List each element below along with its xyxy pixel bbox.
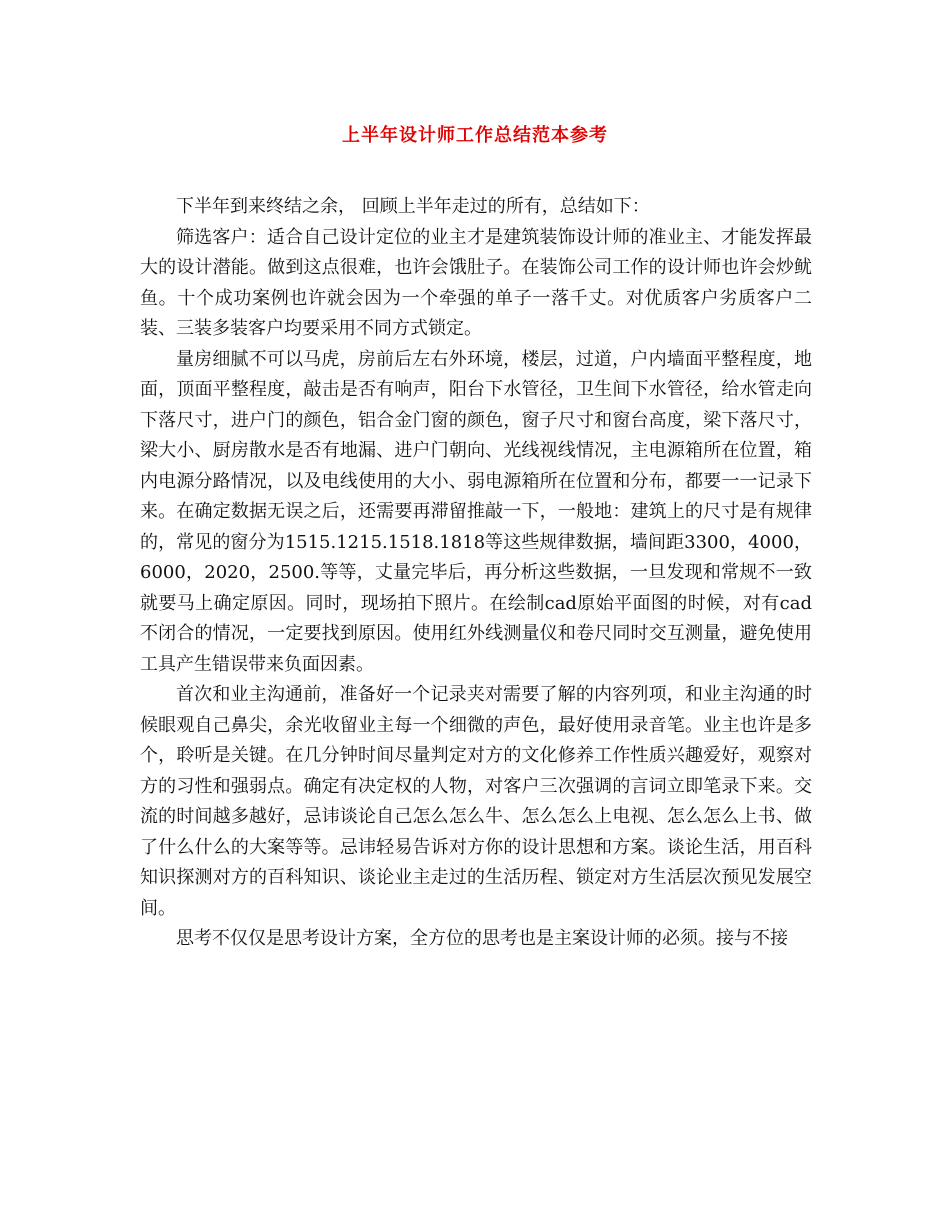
- paragraph-measuring: 量房细腻不可以马虎，房前后左右外环境，楼层，过道，户内墙面平整程度，地面，顶面平整程度，敲击是否有响声，阳台下水管径，卫生间下水管径，给水管走向下落尺寸，进户门的颜色，铝合金门窗的颜色，窗子尺寸和窗台高度，梁下落尺寸，梁大小、厨房散水是否有地漏、进户门朝向、光线视线情况，主电源箱所在位置，箱内电源分路情况，以及电线使用的大小、弱电源箱所在位置和分布，都要一一记录下来。在确定数据无误之后，还需要再滞留推敲一下，一般地：建筑上的尺寸是有规律的，常见的窗分为1515.1215.1518.1818等这些规律数据，墙间距3300，4000，6000，2020，2500.等等，丈量完毕后，再分析这些数据，一旦发现和常规不一致就要马上确定原因。同时，现场拍下照片。在绘制cad原始平面图的时候，对有cad不闭合的情况，一定要找到原因。使用红外线测量仪和卷尺同时交互测量，避免使用工具产生错误带来负面因素。: [140, 348, 812, 675]
- document-body: [140, 192, 812, 955]
- paragraph-communication: 首次和业主沟通前，准备好一个记录夹对需要了解的内容列项，和业主沟通的时候眼观自己鼻尖，余光收留业主每一个细微的声色，最好使用录音笔。业主也许是多个，聆听是关键。在几分钟时间尽量判定对方的文化修养工作性质兴趣爱好，观察对方的习性和强弱点。确定有决定权的人物，对客户三次强调的言词立即笔录下来。交流的时间越多越好，忌讳谈论自己怎么怎么牛、怎么怎么上电视、怎么怎么上书、做了什么什么的大案等等。忌讳轻易告诉对方你的设计思想和方案。谈论生活，用百科知识探测对方的百科知识、谈论业主走过的生活历程、锁定对方生活层次预见发展空间。: [140, 684, 812, 919]
- page-title: 上半年设计师工作总结范本参考: [342, 125, 608, 146]
- paragraph-client-screening: 筛选客户：适合自己设计定位的业主才是建筑装饰设计师的准业主、才能发挥最大的设计潜能。做到这点很难，也许会饿肚子。在装饰公司工作的设计师也许会炒鱿鱼。十个成功案例也许就会因为一个牵强的单子一落千丈。对优质客户劣质客户二装、三装多装客户均要采用不同方式锁定。: [140, 226, 812, 339]
- paragraph-thinking: 思考不仅仅是思考设计方案，全方位的思考也是主案设计师的必须。接与不接: [176, 928, 788, 949]
- paragraph-intro: 下半年到来终结之余， 回顾上半年走过的所有，总结如下：: [176, 196, 650, 217]
